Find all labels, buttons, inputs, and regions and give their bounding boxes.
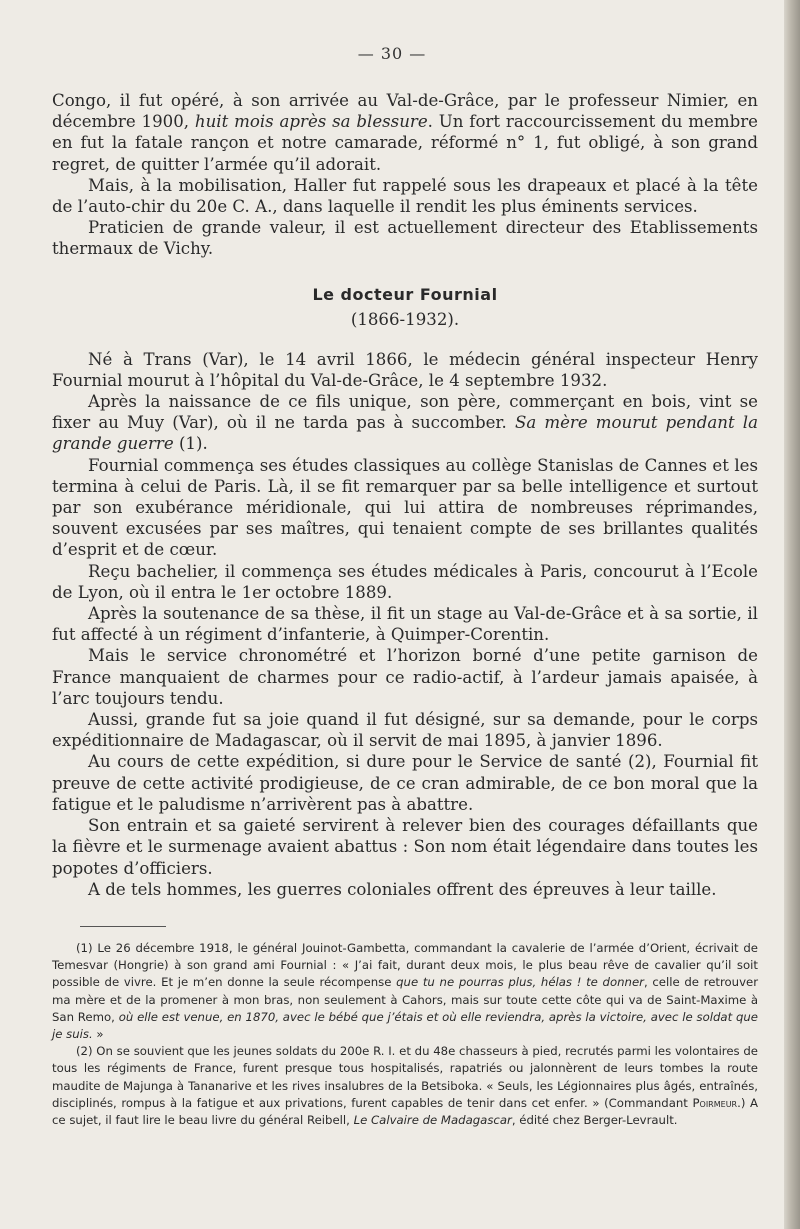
text-run: .) A ce sujet, il faut lire le beau livre du général Reibell, <box>52 1095 758 1128</box>
italic-run: huit mois après sa blessure <box>194 112 428 132</box>
paragraph-father <box>52 391 758 455</box>
italic-run: où elle est venue, en 1870, avec le bébé que j’étais et où elle reviendra, après la victoire, avec le soldat que je suis. <box>52 1009 758 1042</box>
text-run: , édité chez Berger-Levrault. <box>511 1113 678 1128</box>
main-text <box>52 90 758 900</box>
italic-run: Sa mère mourut pendant la grande guerre <box>52 413 758 454</box>
footnote-rule <box>80 926 166 927</box>
small-caps-run: Poirmeur <box>692 1095 738 1110</box>
paragraph-birth: Né à Trans (Var), le 14 avril 1866, le médecin général inspecteur Henry Fournial mourut à l’hôpital du Val-de-Grâce, le 4 septembre 1932. <box>52 349 758 390</box>
paragraph-madagascar: Aussi, grande fut sa joie quand il fut désigné, sur sa demande, pour le corps expéditionnaire de Madagascar, où il servit de mai 1895, à janvier 1896. <box>52 710 758 751</box>
paragraph-these: Après la soutenance de sa thèse, il fit un stage au Val-de-Grâce et à sa sortie, il fut affecté à un régiment d’infanterie, à Quimper-Corentin. <box>52 604 758 645</box>
text-run: (1) Le 26 décembre 1918, le général Jouinot-Gambetta, commandant la cavalerie de l’armée d’Orient, écrivait de Temesvar (Hongrie) à son grand ami Fournial : « J’ai fait, durant deux mois, le plus beau rêve de cavalier qu’il soit possible de vivre. Et je m’en donne la seule récompense <box>52 941 758 990</box>
paragraph-congo <box>52 90 758 175</box>
paragraph-mobilisation: Mais, à la mobilisation, Haller fut rappelé sous les drapeaux et placé à la tête de l’auto-chir du 20e C. A., dans laquelle il rendit les plus éminents services. <box>52 175 758 217</box>
paragraph-expedition: Au cours de cette expédition, si dure pour le Service de santé (2), Fournial fit preuve de cette activité prodigieuse, de ce cran admirable, de ce bon moral que la fatigue et le paludisme n’arrivèrent pas à abattre. <box>52 752 758 814</box>
text-run: Après la naissance de ce fils unique, son père, commerçant en bois, vint se fixer au Muy (Var), où il ne tarda pas à succomber. <box>52 392 758 433</box>
text-run: (2) On se souvient que les jeunes soldats du 200e R. I. et du 48e chasseurs à pied, recrutés parmi les volontaires de tous les régiments de France, furent presque tous hospitalisés, rapatriés ou jalonnèrent de leurs tombes la route maudite de Majunga à Tananarive et les rives insalubres de la Betsiboka. « Seuls, les Légionnaires plus âgés, entraînés, disciplinés, rompus à la fatigue et aux privations, furent capables de tenir dans cet enfer. » (Commandant <box>52 1044 758 1110</box>
section-heading: Le docteur Fournial <box>312 284 498 304</box>
text-run: » <box>92 1027 104 1042</box>
text-run: , celle de retrouver ma mère et de la promener à mon bras, non seulement à Cahors, mais sur toute cette côte qui va de Saint-Maxime à San Remo, <box>52 975 758 1024</box>
paragraph-bachelier: Reçu bachelier, il commença ses études médicales à Paris, concourut à l’Ecole de Lyon, où il entra le 1er octobre 1889. <box>52 561 758 602</box>
page-edge <box>784 0 800 1229</box>
page-number: — 30 — <box>357 44 427 63</box>
section-dates: (1866-1932). <box>350 309 460 329</box>
italic-run: que tu ne pourras plus, hélas ! te donner <box>396 975 644 990</box>
paragraph-entrain: Son entrain et sa gaieté servirent à relever bien des courages défaillants que la fièvre et le surmenage avaient abattus : Son nom était légendaire dans toutes les popotes d’officiers. <box>52 816 758 878</box>
text-run: (1). <box>173 434 208 454</box>
footnotes <box>52 940 758 1129</box>
text-run: Congo, il fut opéré, à son arrivée au Val-de-Grâce, par le professeur Nimier, en décembre 1900, <box>52 91 758 132</box>
paragraph-praticien: Praticien de grande valeur, il est actuellement directeur des Etablissements thermaux de Vichy. <box>52 218 758 259</box>
footnote-2 <box>52 1043 758 1129</box>
paragraph-studies: Fournial commença ses études classiques au collège Stanislas de Cannes et les termina à celui de Paris. Là, il se fit remarquer par sa belle intelligence et surtout par son exubérance méridionale, qui lui attira de nombreuses réprimandes, souvent excusées par ses maîtres, qui tenaient compte de ses brillantes qualités d’esprit et de cœur. <box>52 455 758 560</box>
paragraph-garnison: Mais le service chronométré et l’horizon borné d’une petite garnison de France manquaient de charmes pour ce radio-actif, à l’ardeur jamais apaisée, à l’arc toujours tendu. <box>52 646 758 708</box>
text-run: . Un fort raccourcissement du membre en fut la fatale rançon et notre camarade, réformé n° 1, fut obligé, à son grand regret, de quitter l’armée qu’il adorait. <box>52 112 758 174</box>
paragraph-guerres: A de tels hommes, les guerres coloniales offrent des épreuves à leur taille. <box>88 879 717 899</box>
italic-run: Le Calvaire de Madagascar <box>353 1113 512 1128</box>
footnote-1 <box>52 940 758 1043</box>
